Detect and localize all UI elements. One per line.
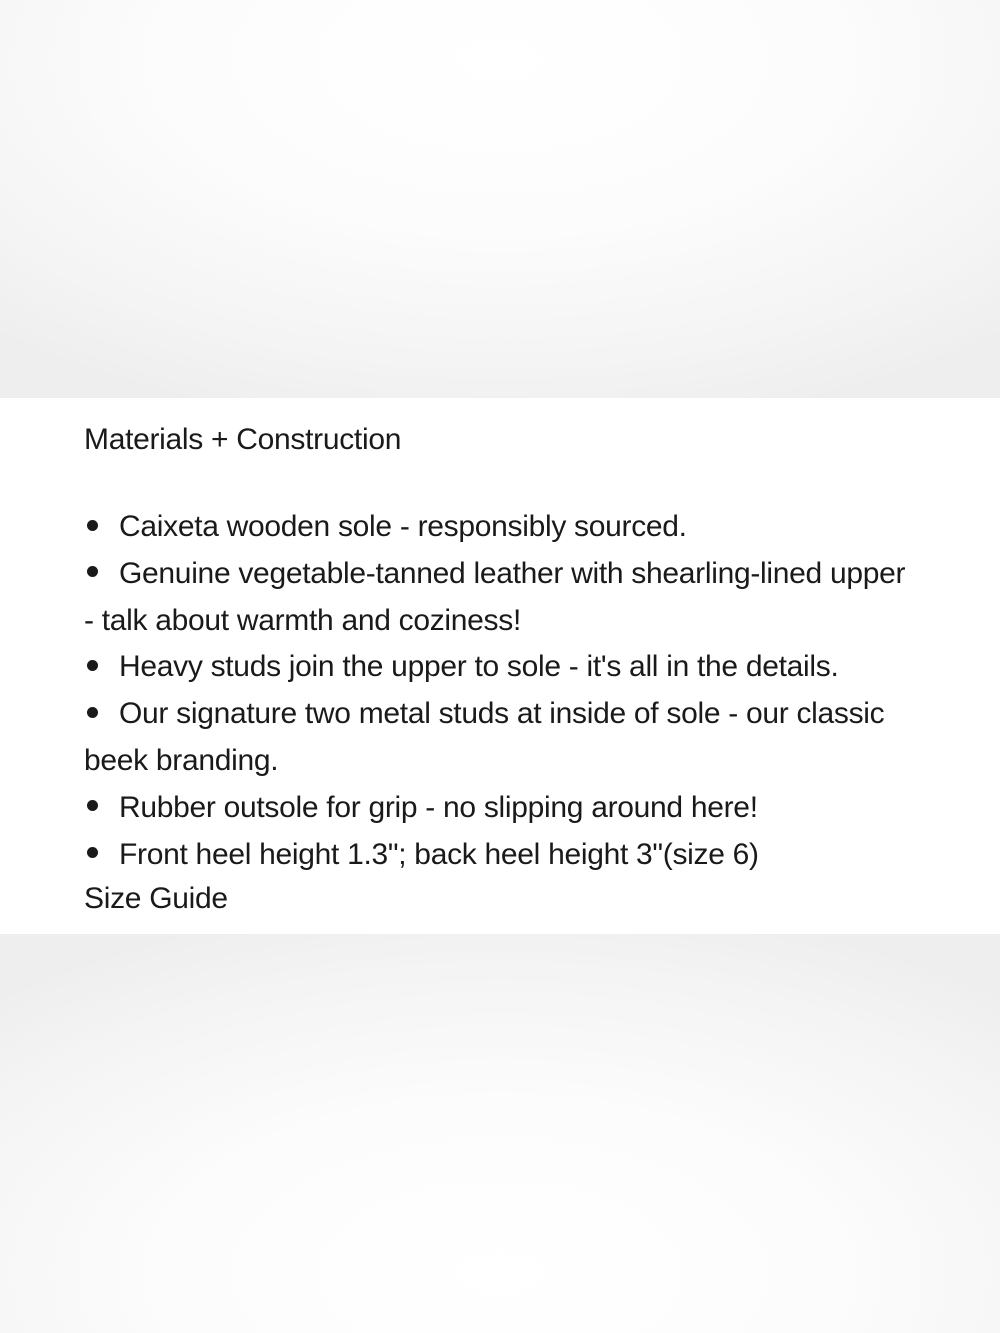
bullet-dot-icon [87,800,98,811]
list-item-text: Heavy studs join the upper to sole - it's all in the details. [119,650,839,684]
bullet-dot-icon [87,847,98,858]
materials-list [84,504,916,878]
list-item-text: Rubber outsole for grip - no slipping around here! [119,790,758,824]
list-item [84,691,916,785]
bullet-dot-icon [87,566,98,577]
blurred-background-top [0,0,1000,398]
bullet-dot-icon [87,520,98,531]
section-heading: Materials + Construction [84,423,402,456]
list-item [84,504,916,551]
list-item-text: Front heel height 1.3"; back heel height 3"(size 6) [119,837,759,871]
blurred-background-bottom [0,934,1000,1333]
list-item-text: Caixeta wooden sole - responsibly sourced. [119,510,687,543]
list-item [84,832,916,879]
list-item [84,785,916,832]
list-item-text: Our signature two metal studs at inside of sole - our classic beek branding. [84,697,885,777]
list-item [84,644,916,691]
list-item-text: Genuine vegetable-tanned leather with shearling-lined upper - talk about warmth and coziness! [84,556,906,637]
bullet-dot-icon [87,707,98,718]
size-guide-link[interactable]: Size Guide [84,882,228,916]
bullet-dot-icon [87,660,98,671]
materials-panel [0,398,1000,934]
list-item [84,551,916,645]
